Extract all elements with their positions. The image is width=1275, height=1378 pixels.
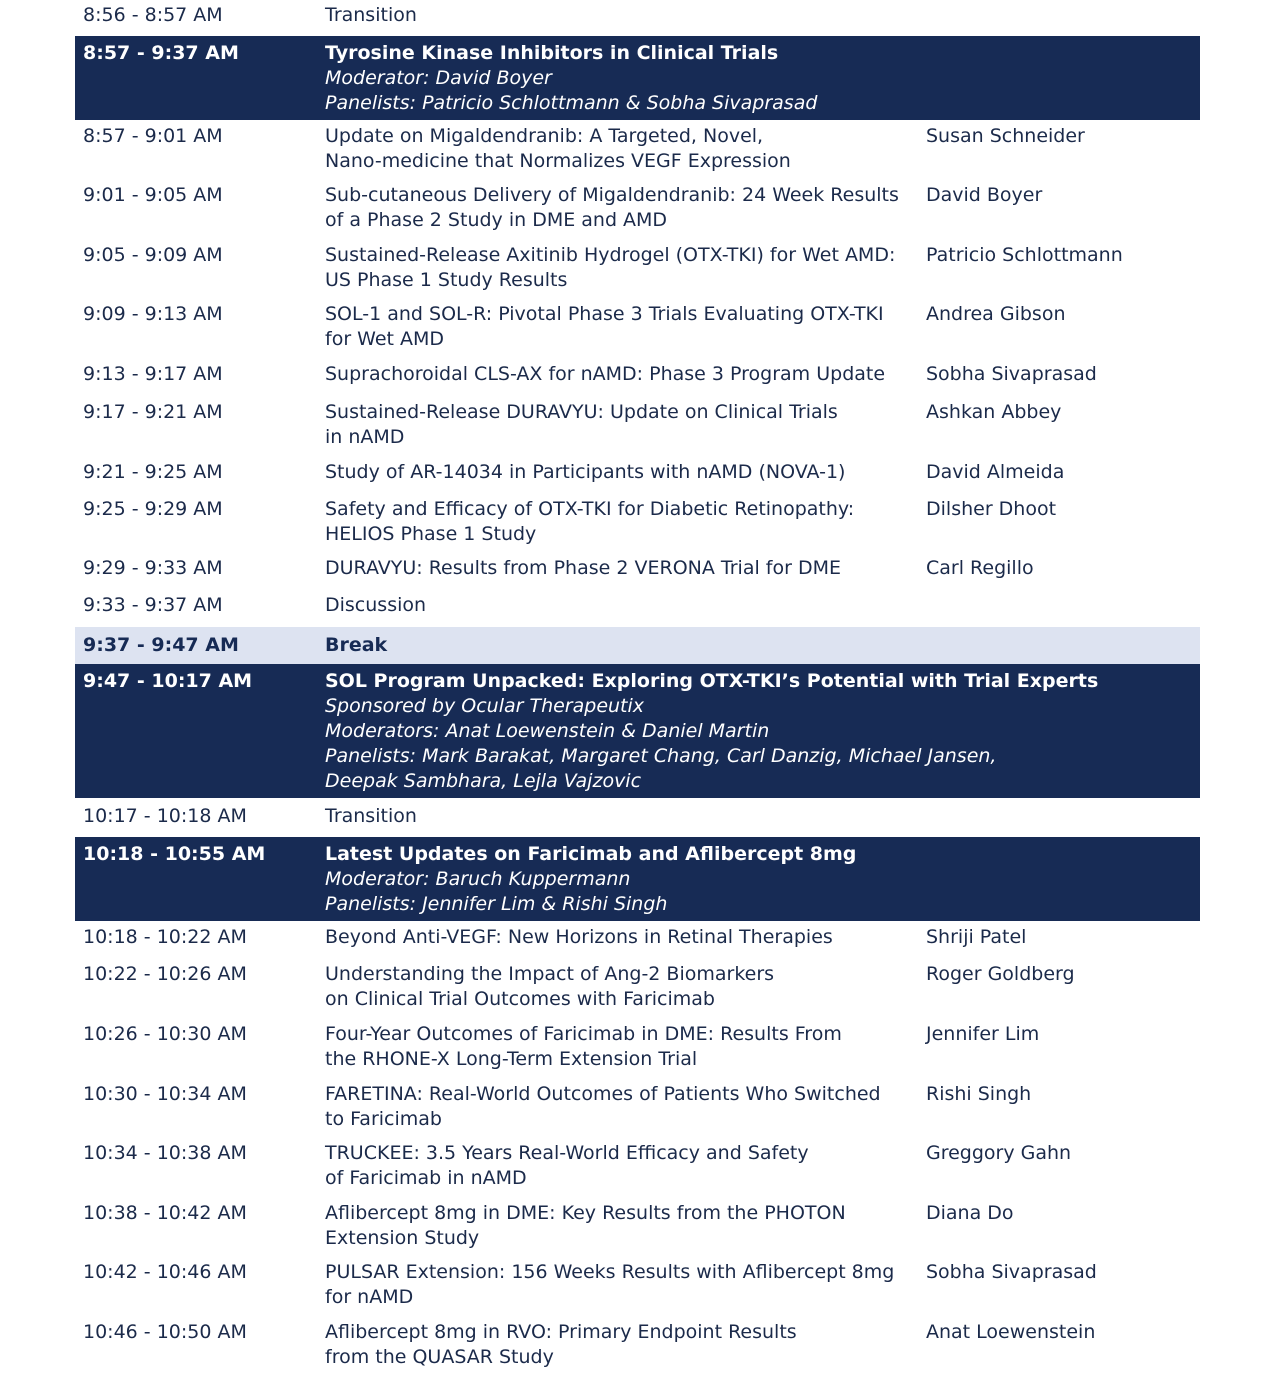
agenda-row [75, 183, 1200, 241]
title-line: DURAVYU: Results from Phase 2 VERONA Trial for DME [325, 557, 841, 579]
speaker-name: Rishi Singh [926, 1083, 1032, 1105]
title-line: Sustained-Release Axitinib Hydrogel (OTX-TKI) for Wet AMD: [325, 244, 896, 266]
session-title [325, 41, 1185, 116]
speaker-name: Andrea Gibson [926, 303, 1066, 325]
agenda-row [75, 302, 1200, 360]
title-line: FARETINA: Real-World Outcomes of Patients Who Switched [325, 1083, 881, 1105]
speaker-name: Jennifer Lim [926, 1023, 1040, 1045]
time-slot: 9:33 - 9:37 AM [83, 594, 223, 616]
session-detail: Moderators: Anat Loewenstein & Daniel Martin [325, 720, 770, 742]
agenda-row [75, 1022, 1200, 1080]
title-line: TRUCKEE: 3.5 Years Real-World Efficacy and Safety [325, 1142, 809, 1164]
agenda-row [75, 1201, 1200, 1259]
title-line: Latest Updates on Faricimab and Aflibercept 8mg [325, 843, 857, 865]
agenda-row [75, 1082, 1200, 1140]
title-line: for Wet AMD [325, 328, 445, 350]
time-slot: 8:57 - 9:01 AM [83, 125, 223, 147]
title-line: Aflibercept 8mg in DME: Key Results from the PHOTON [325, 1202, 846, 1224]
talk-title [325, 804, 915, 829]
title-line: to Faricimab [325, 1108, 442, 1130]
talk-title [325, 243, 915, 293]
title-line: PULSAR Extension: 156 Weeks Results with Aflibercept 8mg [325, 1261, 895, 1283]
speaker-name: Greggory Gahn [926, 1142, 1072, 1164]
time-slot: 8:57 - 9:37 AM [83, 42, 239, 64]
talk-title [325, 962, 915, 1012]
agenda-row [75, 925, 1200, 960]
session-header-row [75, 36, 1200, 120]
speaker-name: Sobha Sivaprasad [926, 363, 1097, 385]
talk-title [325, 556, 915, 581]
time-slot: 10:30 - 10:34 AM [83, 1083, 247, 1105]
talk-title [325, 1141, 915, 1191]
title-line: the RHONE-X Long-Term Extension Trial [325, 1048, 698, 1070]
session-title [325, 842, 1185, 917]
session-title [325, 669, 1185, 794]
speaker-name: Ashkan Abbey [926, 401, 1062, 423]
title-line: Tyrosine Kinase Inhibitors in Clinical Trials [325, 42, 779, 64]
session-detail: Panelists: Patricio Schlottmann & Sobha Sivaprasad [325, 92, 818, 114]
time-slot: 10:18 - 10:55 AM [83, 843, 266, 865]
title-line: of a Phase 2 Study in DME and AMD [325, 209, 668, 231]
talk-title [325, 1022, 915, 1072]
time-slot: 10:22 - 10:26 AM [83, 963, 247, 985]
time-slot: 10:42 - 10:46 AM [83, 1261, 247, 1283]
time-slot: 9:09 - 9:13 AM [83, 303, 223, 325]
agenda-row [75, 593, 1200, 628]
talk-title [325, 1201, 915, 1251]
agenda-row [75, 962, 1200, 1020]
speaker-name: Sobha Sivaprasad [926, 1261, 1097, 1283]
agenda-row [75, 400, 1200, 458]
time-slot: 10:46 - 10:50 AM [83, 1321, 247, 1343]
talk-title [325, 302, 915, 352]
title-line: HELIOS Phase 1 Study [325, 523, 537, 545]
talk-title [325, 925, 915, 950]
title-line: Update on Migaldendranib: A Targeted, Novel, [325, 125, 764, 147]
speaker-name: Roger Goldberg [926, 963, 1075, 985]
title-line: of Faricimab in nAMD [325, 1167, 527, 1189]
session-header-row [75, 837, 1200, 921]
session-detail: Deepak Sambhara, Lejla Vajzovic [325, 770, 642, 792]
time-slot: 9:05 - 9:09 AM [83, 244, 223, 266]
agenda-row [75, 460, 1200, 495]
speaker-name: Diana Do [926, 1202, 1014, 1224]
time-slot: 9:13 - 9:17 AM [83, 363, 223, 385]
talk-title [325, 497, 915, 547]
agenda-row [75, 3, 1200, 33]
title-line: Transition [325, 805, 417, 827]
talk-title [325, 460, 915, 485]
title-line: Aflibercept 8mg in RVO: Primary Endpoint Results [325, 1321, 797, 1343]
speaker-name: Shriji Patel [926, 926, 1027, 948]
time-slot: 10:17 - 10:18 AM [83, 805, 247, 827]
session-detail: Sponsored by Ocular Therapeutix [325, 695, 645, 717]
talk-title [325, 183, 915, 233]
time-slot: 10:26 - 10:30 AM [83, 1023, 247, 1045]
talk-title [325, 633, 915, 658]
time-slot: 9:37 - 9:47 AM [83, 634, 239, 656]
agenda-row [75, 556, 1200, 591]
speaker-name: Susan Schneider [926, 125, 1085, 147]
agenda-row [75, 124, 1200, 182]
title-line: Beyond Anti-VEGF: New Horizons in Retinal Therapies [325, 926, 833, 948]
talk-title [325, 593, 915, 618]
title-line: Suprachoroidal CLS-AX for nAMD: Phase 3 Program Update [325, 363, 886, 385]
time-slot: 10:38 - 10:42 AM [83, 1202, 247, 1224]
agenda-row [75, 1260, 1200, 1318]
speaker-name: David Almeida [926, 461, 1065, 483]
session-detail: Panelists: Mark Barakat, Margaret Chang, Carl Danzig, Michael Jansen, [325, 745, 997, 767]
break-row [75, 627, 1200, 664]
time-slot: 9:17 - 9:21 AM [83, 401, 223, 423]
agenda-row [75, 497, 1200, 555]
time-slot: 10:18 - 10:22 AM [83, 926, 247, 948]
time-slot: 9:47 - 10:17 AM [83, 670, 253, 692]
talk-title [325, 1082, 915, 1132]
time-slot: 10:34 - 10:38 AM [83, 1142, 247, 1164]
agenda-row [75, 1320, 1200, 1378]
title-line: Sub-cutaneous Delivery of Migaldendranib: 24 Week Results [325, 184, 899, 206]
title-line: Discussion [325, 594, 427, 616]
speaker-name: David Boyer [926, 184, 1043, 206]
title-line: in nAMD [325, 426, 405, 448]
title-line: Nano-medicine that Normalizes VEGF Expression [325, 150, 791, 172]
talk-title [325, 1320, 915, 1370]
title-line: Safety and Efficacy of OTX-TKI for Diabetic Retinopathy: [325, 498, 855, 520]
agenda-row [75, 362, 1200, 397]
time-slot: 9:21 - 9:25 AM [83, 461, 223, 483]
talk-title [325, 1260, 915, 1310]
title-line: Transition [325, 4, 417, 26]
title-line: on Clinical Trial Outcomes with Faricimab [325, 988, 715, 1010]
talk-title [325, 124, 915, 174]
time-slot: 8:56 - 8:57 AM [83, 4, 223, 26]
time-slot: 9:29 - 9:33 AM [83, 557, 223, 579]
speaker-name: Anat Loewenstein [926, 1321, 1096, 1343]
session-header-row [75, 664, 1200, 798]
title-line: Extension Study [325, 1227, 480, 1249]
title-line: Break [325, 634, 388, 656]
session-detail: Panelists: Jennifer Lim & Rishi Singh [325, 893, 668, 915]
title-line: Four-Year Outcomes of Faricimab in DME: Results From [325, 1023, 842, 1045]
title-line: from the QUASAR Study [325, 1346, 554, 1368]
speaker-name: Dilsher Dhoot [926, 498, 1057, 520]
title-line: for nAMD [325, 1286, 414, 1308]
agenda-row [75, 1141, 1200, 1199]
talk-title [325, 3, 915, 28]
session-detail: Moderator: Baruch Kuppermann [325, 868, 631, 890]
agenda-row [75, 243, 1200, 301]
time-slot: 9:01 - 9:05 AM [83, 184, 223, 206]
title-line: SOL-1 and SOL-R: Pivotal Phase 3 Trials Evaluating OTX-TKI [325, 303, 884, 325]
title-line: US Phase 1 Study Results [325, 269, 568, 291]
speaker-name: Patricio Schlottmann [926, 244, 1123, 266]
talk-title [325, 362, 915, 387]
speaker-name: Carl Regillo [926, 557, 1034, 579]
title-line: Understanding the Impact of Ang-2 Biomarkers [325, 963, 775, 985]
talk-title [325, 400, 915, 450]
title-line: Sustained-Release DURAVYU: Update on Clinical Trials [325, 401, 838, 423]
title-line: SOL Program Unpacked: Exploring OTX-TKI’s Potential with Trial Experts [325, 670, 1099, 692]
time-slot: 9:25 - 9:29 AM [83, 498, 223, 520]
session-detail: Moderator: David Boyer [325, 67, 552, 89]
title-line: Study of AR-14034 in Participants with nAMD (NOVA-1) [325, 461, 846, 483]
agenda-row [75, 804, 1200, 834]
